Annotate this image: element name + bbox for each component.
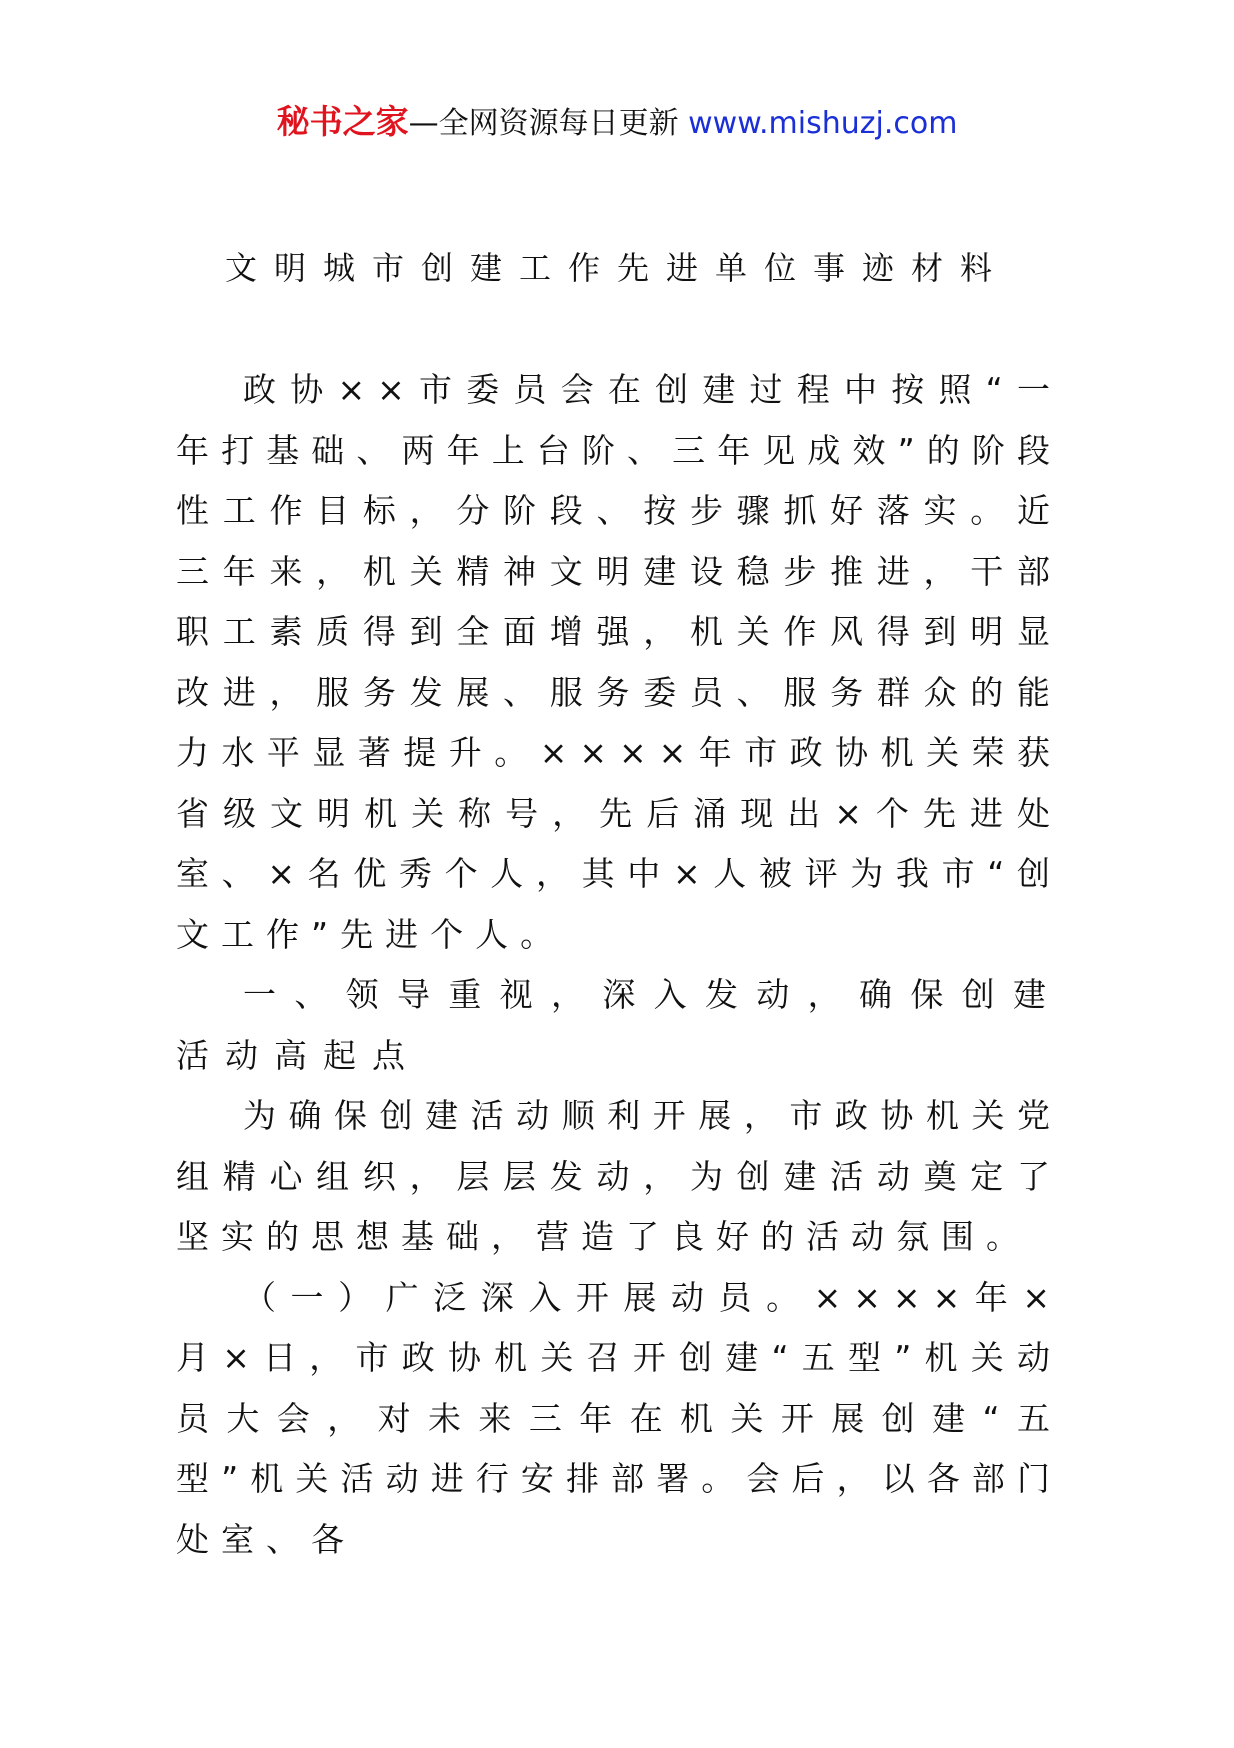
website-link[interactable]: www.mishuzj.com [688, 106, 958, 141]
page-header [0, 100, 1234, 146]
body-paragraph-3: （一）广泛深入开展动员。××××年×月×日，市政协机关召开创建“五型”机关动员大会，对未来三年在机关开展创建“五型”机关活动进行安排部署。会后，以各部门处室、各 [176, 1277, 1062, 1559]
document-title: 文明城市创建工作先进单位事迹材料 [224, 249, 1009, 287]
brand-name: 秘书之家 [276, 102, 409, 141]
body-paragraph-2: 为确保创建活动顺利开展，市政协机关党组精心组织，层层发动，为创建活动奠定了坚实的思想基础，营造了良好的活动氛围。 [176, 1096, 1062, 1256]
section-heading-1: 一、领导重视，深入发动，确保创建活动高起点 [176, 975, 1062, 1075]
header-slogan: —全网资源每日更新 [408, 106, 679, 141]
document-body [176, 360, 1062, 1570]
body-paragraph-intro: 政协××市委员会在创建过程中按照“一年打基础、两年上台阶、三年见成效”的阶段性工作目标，分阶段、按步骤抓好落实。近三年来，机关精神文明建设稳步推进，干部职工素质得到全面增强，机关作风得到明显改进，服务发展、服务委员、服务群众的能力水平显著提升。××××年市政协机关荣获省级文明机关称号，先后涌现出×个先进处室、×名优秀个人，其中×人被评为我市“创文工作”先进个人。 [176, 370, 1062, 954]
